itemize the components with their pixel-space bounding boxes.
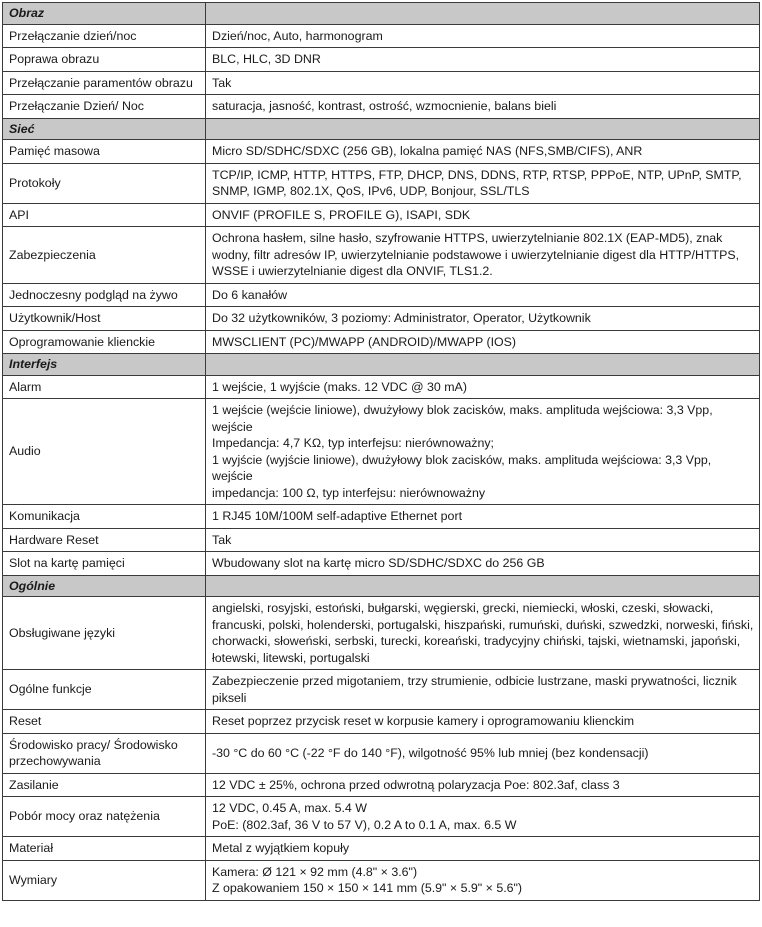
spec-row bbox=[3, 307, 760, 331]
spec-row bbox=[3, 773, 760, 797]
spec-label: Oprogramowanie klienckie bbox=[3, 330, 206, 354]
spec-value bbox=[206, 710, 760, 734]
spec-row bbox=[3, 140, 760, 164]
spec-value-line: 1 wejście (wejście liniowe), dwużyłowy blok zacisków, maks. amplituda wejściowa: 3,3 Vpp, wejście bbox=[212, 403, 713, 434]
spec-label: Środowisko pracy/ Środowisko przechowywania bbox=[3, 733, 206, 773]
spec-value-line: BLC, HLC, 3D DNR bbox=[212, 52, 321, 66]
spec-table bbox=[2, 2, 760, 901]
spec-value-line: Ochrona hasłem, silne hasło, szyfrowanie HTTPS, uwierzytelnianie 802.1X (EAP-MD5), znak wodny, filtr adresów IP, uwierzytelnianie podstawowe i uwierzytelnianie digest dla HTTP/HTTPS, WSSE i uwierzytelnianie digest dla ONVIF, TLS1.2. bbox=[212, 231, 740, 278]
spec-value-line: impedancja: 100 Ω, typ interfejsu: nierównoważny bbox=[212, 485, 486, 500]
spec-row bbox=[3, 283, 760, 307]
spec-label: Reset bbox=[3, 710, 206, 734]
spec-value-line: PoE: (802.3af, 36 V to 57 V), 0.2 A to 0.1 A, max. 6.5 W bbox=[212, 817, 517, 832]
spec-row bbox=[3, 375, 760, 399]
section-header bbox=[3, 575, 760, 597]
spec-value bbox=[206, 330, 760, 354]
section-header-filler bbox=[206, 118, 760, 140]
spec-row bbox=[3, 163, 760, 203]
spec-value-line: TCP/IP, ICMP, HTTP, HTTPS, FTP, DHCP, DNS, DDNS, RTP, RTSP, PPPoE, NTP, UPnP, SMTP, SNMP, IGMP, 802.1X, QoS, IPv6, UDP, Bonjour, SSL/TLS bbox=[212, 167, 742, 198]
spec-value-line: Zabezpieczenie przed migotaniem, trzy strumienie, odbicie lustrzane, maski prywatności, licznik pikseli bbox=[212, 674, 737, 705]
spec-label: Przełączanie paramentów obrazu bbox=[3, 71, 206, 95]
spec-row bbox=[3, 24, 760, 48]
spec-value bbox=[206, 505, 760, 529]
spec-value-line: 1 wejście, 1 wyjście (maks. 12 VDC @ 30 mA) bbox=[212, 379, 467, 394]
spec-value-line: Reset poprzez przycisk reset w korpusie kamery i oprogramowaniu klienckim bbox=[212, 714, 635, 728]
spec-row bbox=[3, 399, 760, 505]
spec-row bbox=[3, 797, 760, 837]
spec-value bbox=[206, 773, 760, 797]
spec-value bbox=[206, 528, 760, 552]
spec-value-line: Do 6 kanałów bbox=[212, 287, 288, 302]
spec-row bbox=[3, 597, 760, 670]
spec-label: API bbox=[3, 203, 206, 227]
section-header bbox=[3, 3, 760, 25]
spec-value bbox=[206, 140, 760, 164]
spec-label: Protokoły bbox=[3, 163, 206, 203]
spec-row bbox=[3, 860, 760, 900]
spec-value-line: 12 VDC, 0.45 A, max. 5.4 W bbox=[212, 801, 367, 815]
spec-row bbox=[3, 95, 760, 119]
spec-value bbox=[206, 163, 760, 203]
spec-row bbox=[3, 227, 760, 284]
spec-value-line: Metal z wyjątkiem kopuły bbox=[212, 841, 350, 855]
spec-value-line: ONVIF (PROFILE S, PROFILE G), ISAPI, SDK bbox=[212, 207, 471, 222]
spec-value bbox=[206, 48, 760, 72]
section-header-filler bbox=[206, 3, 760, 25]
spec-value-line: Impedancja: 4,7 KΩ, typ interfejsu: nierównoważny; bbox=[212, 436, 495, 450]
spec-value-line: Kamera: Ø 121 × 92 mm (4.8" × 3.6") bbox=[212, 864, 418, 879]
spec-label: Wymiary bbox=[3, 860, 206, 900]
spec-label: Pobór mocy oraz natężenia bbox=[3, 797, 206, 837]
spec-label: Przełączanie dzień/noc bbox=[3, 24, 206, 48]
spec-value-line: Do 32 użytkowników, 3 poziomy: Administrator, Operator, Użytkownik bbox=[212, 311, 591, 325]
spec-value bbox=[206, 307, 760, 331]
section-title: Sieć bbox=[3, 118, 206, 140]
spec-row bbox=[3, 670, 760, 710]
spec-value-line: Dzień/noc, Auto, harmonogram bbox=[212, 28, 383, 43]
spec-value bbox=[206, 95, 760, 119]
spec-value-line: Z opakowaniem 150 × 150 × 141 mm (5.9" × 5.9" × 5.6") bbox=[212, 881, 523, 895]
spec-value bbox=[206, 399, 760, 505]
spec-value-line: 1 RJ45 10M/100M self-adaptive Ethernet port bbox=[212, 509, 463, 523]
section-header-filler bbox=[206, 354, 760, 376]
spec-value-line: 12 VDC ± 25%, ochrona przed odwrotną polaryzacja Poe: 802.3af, class 3 bbox=[212, 777, 620, 792]
spec-value bbox=[206, 837, 760, 861]
spec-row bbox=[3, 528, 760, 552]
spec-row bbox=[3, 203, 760, 227]
spec-row bbox=[3, 733, 760, 773]
spec-value bbox=[206, 733, 760, 773]
spec-label: Poprawa obrazu bbox=[3, 48, 206, 72]
spec-value-line: Wbudowany slot na kartę micro SD/SDHC/SDXC do 256 GB bbox=[212, 556, 545, 570]
spec-value-line: MWSCLIENT (PC)/MWAPP (ANDROID)/MWAPP (IOS) bbox=[212, 334, 517, 349]
spec-row bbox=[3, 505, 760, 529]
section-title: Interfejs bbox=[3, 354, 206, 376]
spec-label: Obsługiwane języki bbox=[3, 597, 206, 670]
spec-value-line: 1 wyjście (wyjście liniowe), dwużyłowy blok zacisków, maks. amplituda wejściowa: 3,3 Vpp, wejście bbox=[212, 452, 712, 483]
spec-value-line: angielski, rosyjski, estoński, bułgarski, węgierski, grecki, niemiecki, włoski, czeski, słowacki, francuski, polski, holenderski, portugalski, hiszpański, rumuński, duński, szwedzki, norweski, fiński, chorwacki, słoweński, serbski, turecki, koreański, tradycyjny chiński, tajski, wietnamski, japoński, łotewski, litewski, portugalski bbox=[212, 601, 754, 665]
spec-value bbox=[206, 24, 760, 48]
section-header bbox=[3, 118, 760, 140]
spec-label: Jednoczesny podgląd na żywo bbox=[3, 283, 206, 307]
spec-label: Zasilanie bbox=[3, 773, 206, 797]
spec-value bbox=[206, 597, 760, 670]
spec-label: Alarm bbox=[3, 375, 206, 399]
spec-value bbox=[206, 670, 760, 710]
spec-value-line: Micro SD/SDHC/SDXC (256 GB), lokalna pamięć NAS (NFS,SMB/CIFS), ANR bbox=[212, 144, 643, 158]
spec-label: Ogólne funkcje bbox=[3, 670, 206, 710]
spec-value bbox=[206, 860, 760, 900]
spec-value-line: saturacja, jasność, kontrast, ostrość, wzmocnienie, balans bieli bbox=[212, 99, 557, 113]
spec-label: Użytkownik/Host bbox=[3, 307, 206, 331]
spec-row bbox=[3, 71, 760, 95]
spec-label: Pamięć masowa bbox=[3, 140, 206, 164]
spec-value bbox=[206, 203, 760, 227]
spec-label: Przełączanie Dzień/ Noc bbox=[3, 95, 206, 119]
spec-value bbox=[206, 283, 760, 307]
spec-row bbox=[3, 552, 760, 576]
spec-label: Hardware Reset bbox=[3, 528, 206, 552]
section-title: Ogólnie bbox=[3, 575, 206, 597]
spec-table-body bbox=[3, 3, 760, 901]
spec-label: Audio bbox=[3, 399, 206, 505]
spec-row bbox=[3, 330, 760, 354]
section-header-filler bbox=[206, 575, 760, 597]
spec-value bbox=[206, 71, 760, 95]
spec-label: Materiał bbox=[3, 837, 206, 861]
spec-value-line: Tak bbox=[212, 532, 232, 547]
spec-row bbox=[3, 710, 760, 734]
spec-value-line: Tak bbox=[212, 75, 232, 90]
spec-label: Slot na kartę pamięci bbox=[3, 552, 206, 576]
spec-value-line: -30 °C do 60 °C (-22 °F do 140 °F), wilgotność 95% lub mniej (bez kondensacji) bbox=[212, 745, 649, 760]
spec-value bbox=[206, 797, 760, 837]
spec-label: Zabezpieczenia bbox=[3, 227, 206, 284]
section-header bbox=[3, 354, 760, 376]
spec-value bbox=[206, 227, 760, 284]
spec-value bbox=[206, 552, 760, 576]
spec-row bbox=[3, 837, 760, 861]
spec-value bbox=[206, 375, 760, 399]
spec-label: Komunikacja bbox=[3, 505, 206, 529]
spec-row bbox=[3, 48, 760, 72]
section-title: Obraz bbox=[3, 3, 206, 25]
